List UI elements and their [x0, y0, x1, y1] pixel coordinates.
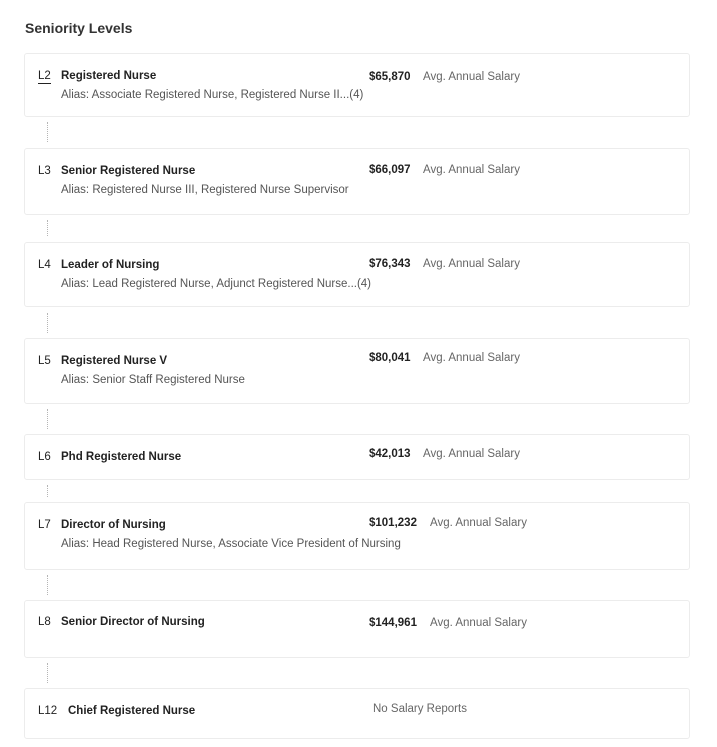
level-card-l4[interactable] — [24, 242, 690, 307]
level-alias: Alias: Head Registered Nurse, Associate Vice President of Nursing — [61, 538, 401, 550]
level-alias: Alias: Registered Nurse III, Registered Nurse Supervisor — [61, 184, 349, 196]
level-code: L2 — [38, 70, 51, 82]
level-card-l7[interactable] — [24, 502, 690, 570]
level-code: L8 — [38, 616, 51, 628]
level-salary: $42,013 — [369, 448, 411, 460]
level-card-l3[interactable] — [24, 148, 690, 215]
level-salary: $76,343 — [369, 258, 411, 270]
salary-label: Avg. Annual Salary — [423, 352, 520, 364]
level-connector — [47, 575, 48, 595]
level-code: L3 — [38, 165, 51, 177]
salary-label: Avg. Annual Salary — [423, 258, 520, 270]
salary-label: Avg. Annual Salary — [423, 448, 520, 460]
level-connector — [47, 122, 48, 142]
level-salary: $80,041 — [369, 352, 411, 364]
level-connector — [47, 313, 48, 333]
level-title[interactable]: Registered Nurse V — [61, 355, 168, 367]
level-title[interactable]: Director of Nursing — [61, 519, 166, 531]
level-alias: Alias: Senior Staff Registered Nurse — [61, 374, 245, 386]
salary-label: Avg. Annual Salary — [430, 617, 527, 629]
level-card-l5[interactable] — [24, 338, 690, 404]
salary-label: Avg. Annual Salary — [423, 71, 520, 83]
level-title[interactable]: Senior Registered Nurse — [61, 165, 196, 177]
level-code: L4 — [38, 259, 51, 271]
level-alias: Alias: Lead Registered Nurse, Adjunct Registered Nurse...(4) — [61, 278, 372, 290]
level-title[interactable]: Leader of Nursing — [61, 259, 160, 271]
level-alias: Alias: Associate Registered Nurse, Registered Nurse II...(4) — [61, 89, 364, 101]
level-connector — [47, 409, 48, 429]
level-connector — [47, 663, 48, 683]
level-title[interactable]: Registered Nurse — [61, 70, 157, 82]
level-salary: $66,097 — [369, 164, 411, 176]
level-card-l8[interactable] — [24, 600, 690, 658]
level-connector — [47, 485, 48, 497]
salary-label: Avg. Annual Salary — [430, 517, 527, 529]
level-code: L12 — [38, 705, 58, 717]
level-card-l6[interactable] — [24, 434, 690, 480]
level-connector — [47, 220, 48, 236]
level-salary: $65,870 — [369, 71, 411, 83]
level-code: L6 — [38, 451, 51, 463]
level-card-l12[interactable] — [24, 688, 690, 739]
level-salary: $144,961 — [369, 617, 417, 629]
section-title: Seniority Levels — [25, 20, 133, 36]
level-code: L5 — [38, 355, 51, 367]
level-title[interactable]: Phd Registered Nurse — [61, 451, 182, 463]
level-card-l2[interactable] — [24, 53, 690, 117]
level-title[interactable]: Senior Director of Nursing — [61, 616, 205, 628]
level-code: L7 — [38, 519, 51, 531]
level-title[interactable]: Chief Registered Nurse — [68, 705, 196, 717]
level-salary: $101,232 — [369, 517, 417, 529]
salary-label: Avg. Annual Salary — [423, 164, 520, 176]
no-salary-text: No Salary Reports — [373, 703, 467, 715]
